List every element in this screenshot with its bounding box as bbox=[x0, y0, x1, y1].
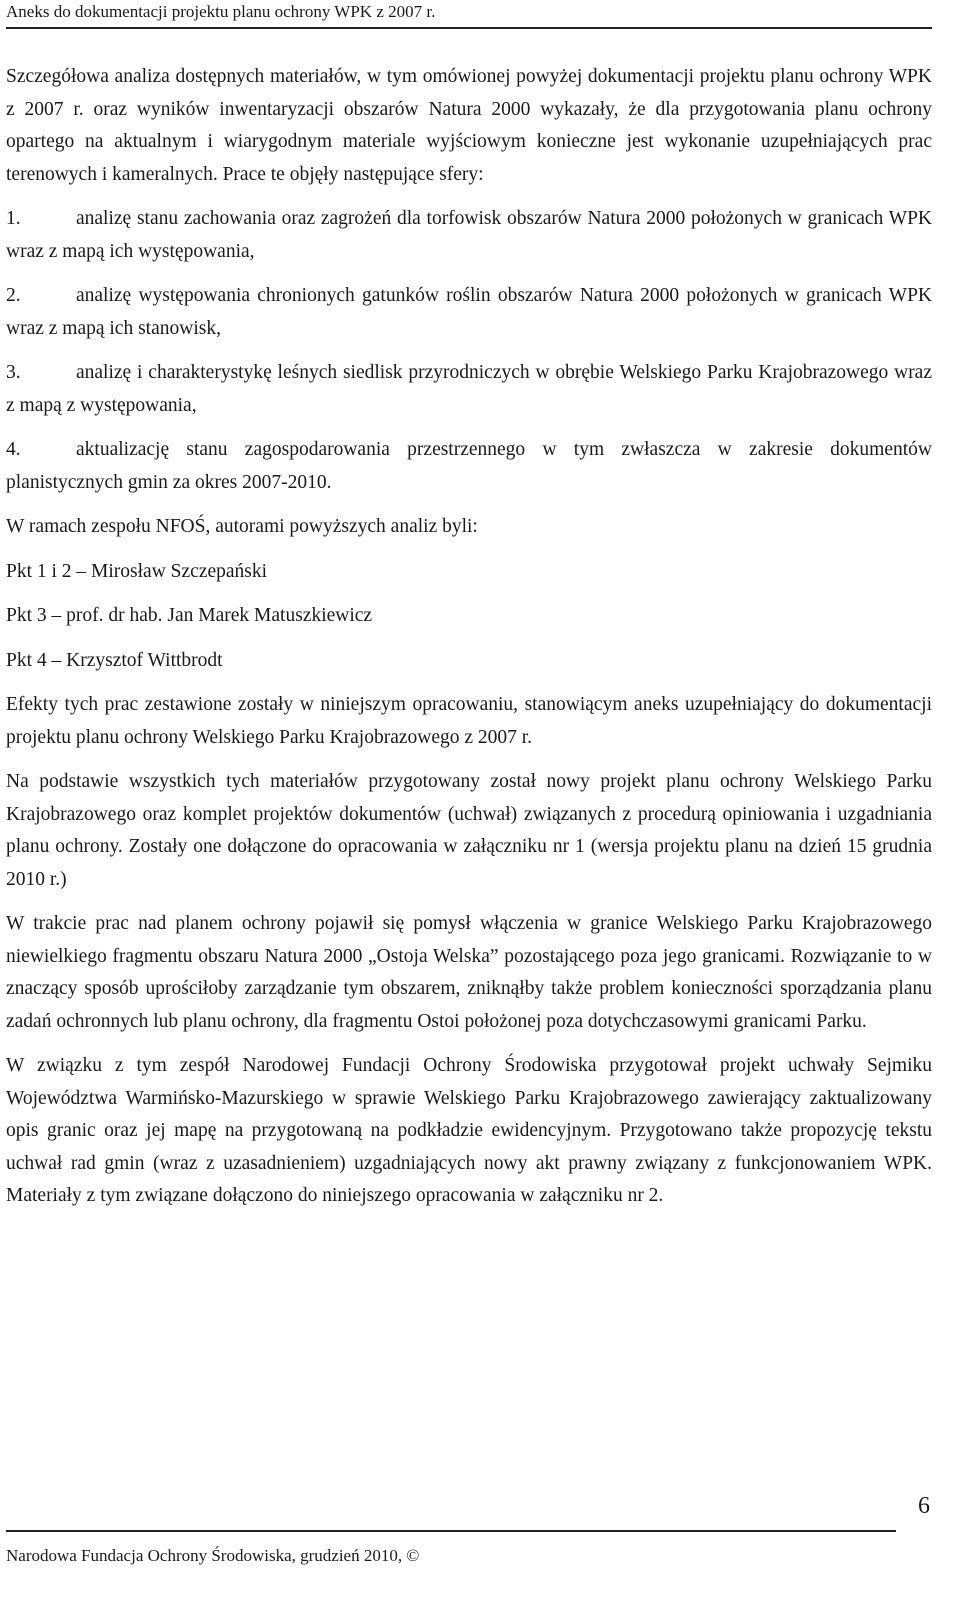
document-title: Aneks do dokumentacji projektu planu ochrony WPK z 2007 r. bbox=[6, 2, 436, 21]
list-text: analizę stanu zachowania oraz zagrożeń dla torfowisk obszarów Natura 2000 położonych w granicach WPK wraz z mapą ich występowania, bbox=[6, 208, 932, 262]
body-paragraph: W trakcie prac nad planem ochrony pojawił się pomysł włączenia w granice Welskiego Parku Krajobrazowego niewielkiego fragmentu obszaru Natura 2000 „Ostoja Welska” pozostającego poza jego granicami. Rozwiązanie to w znaczący sposób uprościłoby zarządzanie tym obszarem, zniknąłby także problem konieczności sporządzania planu zadań ochronnych lub planu ochrony, dla fragmentu Ostoi położonej poza dotychczasowymi granicami Parku. bbox=[6, 913, 932, 1032]
authors-intro: W ramach zespołu NFOŚ, autorami powyższych analiz byli: bbox=[6, 516, 478, 537]
author-line: Pkt 3 – prof. dr hab. Jan Marek Matuszkiewicz bbox=[6, 605, 373, 626]
intro-paragraph: Szczegółowa analiza dostępnych materiałów, w tym omówionej powyżej dokumentacji projektu planu ochrony WPK z 2007 r. oraz wyników inwentaryzacji obszarów Natura 2000 wykazały, że dla przygotowania planu ochrony opartego na aktualnym i wiarygodnym materiale wyjściowym konieczne jest wykonanie uzupełniających prac terenowych i kameralnych. Prace te objęły następujące sfery: bbox=[6, 66, 932, 185]
list-item bbox=[6, 203, 932, 268]
list-item bbox=[6, 280, 932, 345]
footer-divider bbox=[6, 1530, 896, 1532]
footer-text: Narodowa Fundacja Ochrony Środowiska, grudzień 2010, © bbox=[6, 1546, 420, 1565]
list-number: 4. bbox=[6, 439, 21, 460]
body-paragraph: W związku z tym zespół Narodowej Fundacji Ochrony Środowiska przygotował projekt uchwały Sejmiku Województwa Warmińsko-Mazurskiego w sprawie Welskiego Parku Krajobrazowego zawierający zaktualizowany opis granic oraz jej mapę na przygotowaną na podkładzie ewidencyjnym. Przygotowano także propozycję tekstu uchwał rad gmin (wraz z uzasadnieniem) uzgadniających nowy akt prawny związany z funkcjonowaniem WPK. Materiały z tym związane dołączono do niniejszego opracowania w załączniku nr 2. bbox=[6, 1055, 932, 1206]
list-number: 3. bbox=[6, 362, 21, 383]
list-text: analizę występowania chronionych gatunków roślin obszarów Natura 2000 położonych w granicach WPK wraz z mapą ich stanowisk, bbox=[6, 285, 932, 339]
page-header bbox=[6, 0, 932, 29]
body-paragraph: Na podstawie wszystkich tych materiałów przygotowany został nowy projekt planu ochrony Welskiego Parku Krajobrazowego oraz komplet projektów dokumentów (uchwał) związanych z procedurą opiniowania i uzgadniania planu ochrony. Zostały one dołączone do opracowania w załączniku nr 1 (wersja projektu planu na dzień 15 grudnia 2010 r.) bbox=[6, 771, 932, 890]
author-line: Pkt 4 – Krzysztof Wittbrodt bbox=[6, 649, 223, 671]
list-item bbox=[6, 357, 932, 422]
document-body bbox=[6, 61, 932, 1213]
list-item bbox=[6, 434, 932, 499]
author-line: Pkt 1 i 2 – Mirosław Szczepański bbox=[6, 560, 268, 582]
page-number: 6 bbox=[918, 1493, 930, 1519]
body-paragraph: Efekty tych prac zestawione zostały w niniejszym opracowaniu, stanowiącym aneks uzupełniający do dokumentacji projektu planu ochrony Welskiego Parku Krajobrazowego z 2007 r. bbox=[6, 694, 932, 748]
list-text: aktualizację stanu zagospodarowania przestrzennego w tym zwłaszcza w zakresie dokumentów planistycznych gmin za okres 2007-2010. bbox=[6, 439, 932, 493]
list-number: 1. bbox=[6, 208, 21, 229]
list-text: analizę i charakterystykę leśnych siedlisk przyrodniczych w obrębie Welskiego Parku Krajobrazowego wraz z mapą z występowania, bbox=[6, 362, 932, 416]
list-number: 2. bbox=[6, 285, 21, 306]
